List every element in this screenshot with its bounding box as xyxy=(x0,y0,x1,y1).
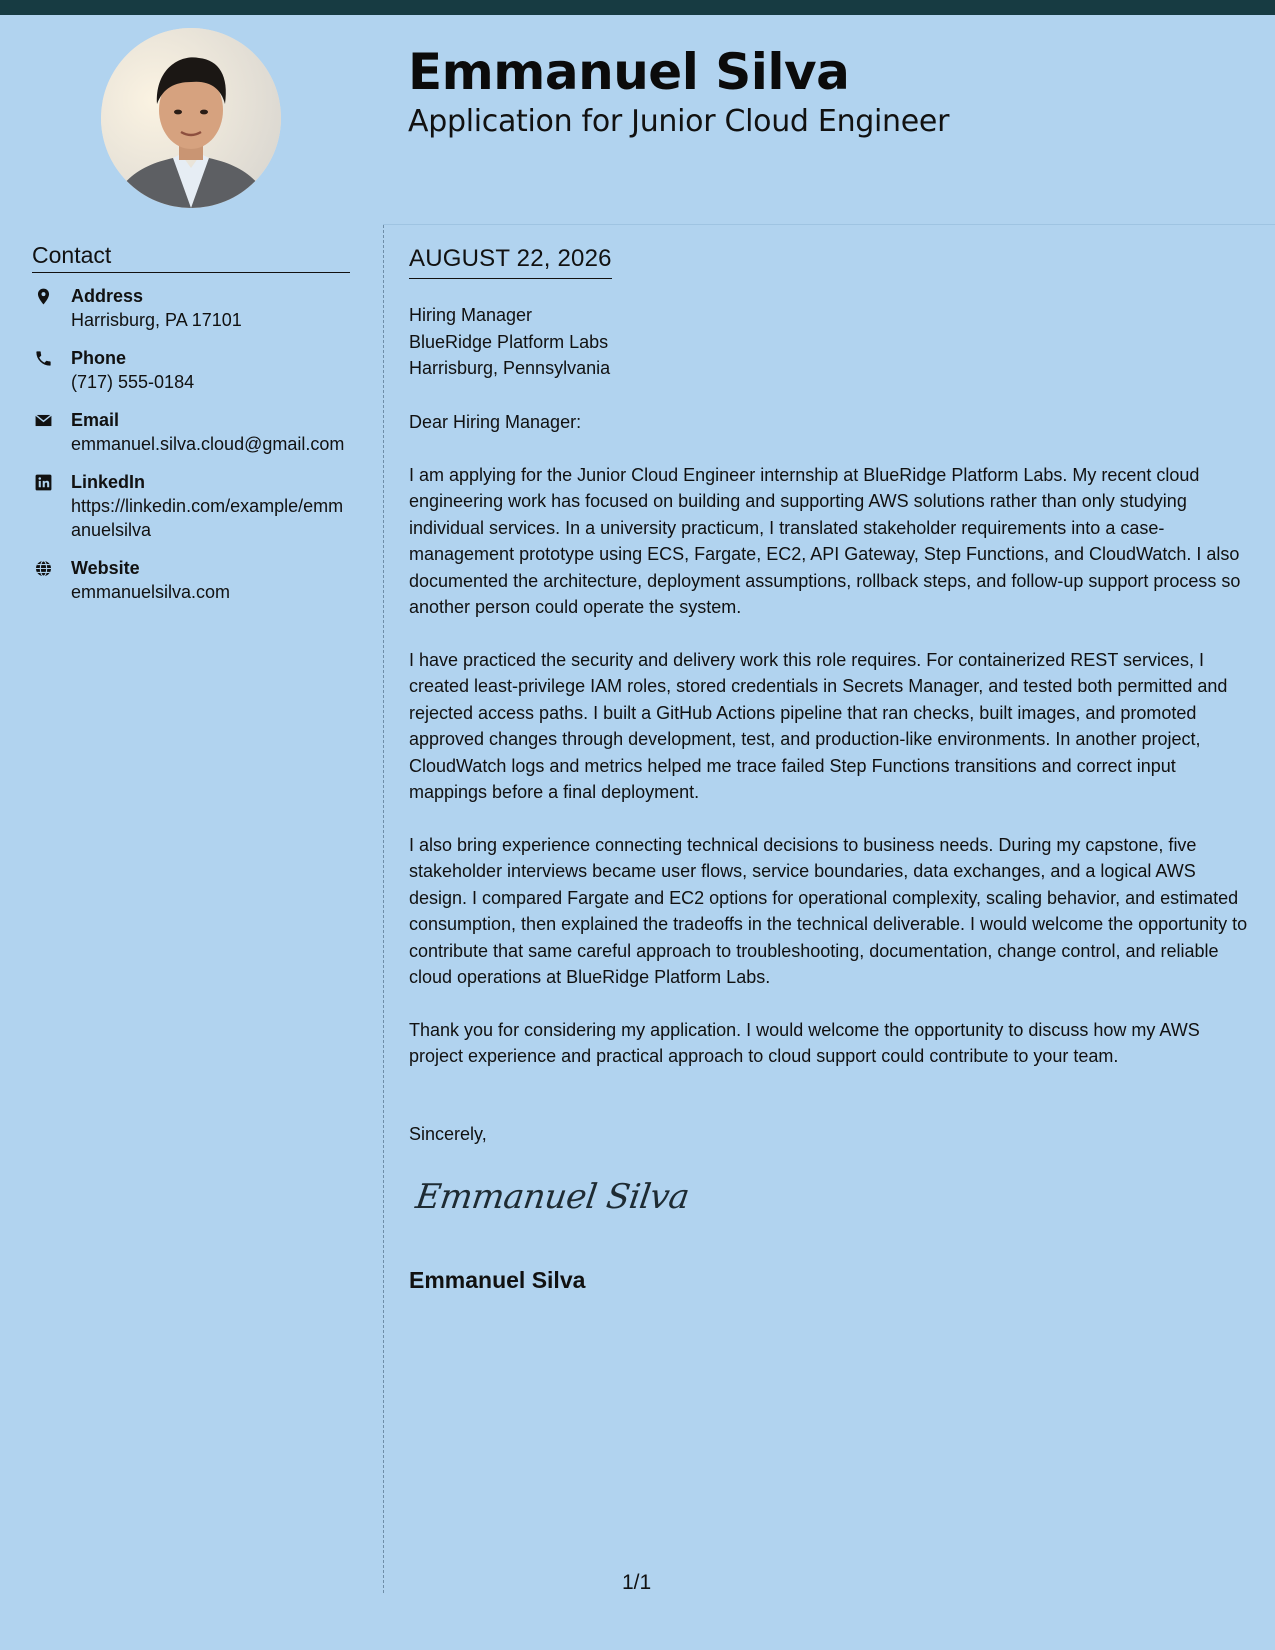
linkedin-icon xyxy=(34,473,53,492)
envelope-icon xyxy=(34,411,53,430)
profile-photo xyxy=(101,28,281,208)
salutation: Dear Hiring Manager: xyxy=(409,412,582,432)
letter-body xyxy=(409,409,1251,1096)
letter-date: AUGUST 22, 2026 xyxy=(409,244,612,279)
contact-phone xyxy=(32,346,352,394)
application-subtitle: Application for Junior Cloud Engineer xyxy=(408,104,950,139)
contact-value: Harrisburg, PA 17101 xyxy=(71,310,242,330)
contact-label: Phone xyxy=(71,348,127,368)
contact-email xyxy=(32,408,352,456)
contact-value: https://linkedin.com/example/emmanuelsilva xyxy=(71,496,344,540)
contact-heading: Contact xyxy=(32,240,350,273)
body-paragraph: Thank you for considering my application. I would welcome the opportunity to discuss how my AWS project experience and practical approach to cloud support could contribute to your team. xyxy=(409,1019,1200,1066)
contact-label: LinkedIn xyxy=(71,472,146,492)
header-divider xyxy=(383,224,1275,225)
body-paragraph: I also bring experience connecting technical decisions to business needs. During my capstone, five stakeholder interviews became user flows, service boundaries, data exchanges, and a logical AWS design. I compared Fargate and EC2 options for operational complexity, scaling behavior, and estimated consumption, then explained the tradeoffs in the technical deliverable. I would welcome the opportunity to contribute that same careful approach to troubleshooting, documentation, change control, and reliable cloud operations at BlueRidge Platform Labs. xyxy=(409,834,1248,987)
signer-name: Emmanuel Silva xyxy=(409,1267,586,1293)
contact-value: emmanuel.silva.cloud@gmail.com xyxy=(71,434,345,454)
contact-label: Email xyxy=(71,410,120,430)
body-paragraph: I have practiced the security and delivery work this role requires. For containerized REST services, I created least-privilege IAM roles, stored credentials in Secrets Manager, and tested both permitted and rejected access paths. I built a GitHub Actions pipeline that ran checks, built images, and promoted approved changes through development, test, and production-like environments. In another project, CloudWatch logs and metrics helped me trace failed Step Functions transitions and correct input mappings before a final deployment. xyxy=(409,649,1228,802)
recipient-line: BlueRidge Platform Labs xyxy=(409,331,609,352)
location-pin-icon xyxy=(34,287,53,306)
closing: Sincerely, xyxy=(409,1124,487,1144)
contact-list xyxy=(32,284,352,618)
signature: Emmanuel Silva xyxy=(413,1177,692,1217)
contact-value: (717) 555-0184 xyxy=(71,372,195,392)
applicant-name: Emmanuel Silva xyxy=(408,43,850,101)
recipient-line: Harrisburg, Pennsylvania xyxy=(409,358,611,378)
recipient-block xyxy=(409,302,1249,382)
contact-address xyxy=(32,284,352,332)
top-accent-bar xyxy=(0,0,1275,15)
column-divider xyxy=(383,225,384,1593)
contact-linkedin xyxy=(32,470,352,542)
body-paragraph: I am applying for the Junior Cloud Engineer internship at BlueRidge Platform Labs. My recent cloud engineering work has focused on building and supporting AWS solutions rather than only studying individual services. In a university practicum, I translated stakeholder requirements into a case-management prototype using ECS, Fargate, EC2, API Gateway, Step Functions, and CloudWatch. I also documented the architecture, deployment assumptions, rollback steps, and follow-up support process so another person could operate the system. xyxy=(409,464,1241,617)
recipient-line: Hiring Manager xyxy=(409,305,533,325)
contact-value: emmanuelsilva.com xyxy=(71,582,231,602)
page-number: 1/1 xyxy=(622,1571,652,1594)
phone-icon xyxy=(34,349,53,368)
contact-label: Address xyxy=(71,286,144,306)
contact-label: Website xyxy=(71,558,140,578)
globe-icon xyxy=(34,559,53,578)
contact-website xyxy=(32,556,352,604)
